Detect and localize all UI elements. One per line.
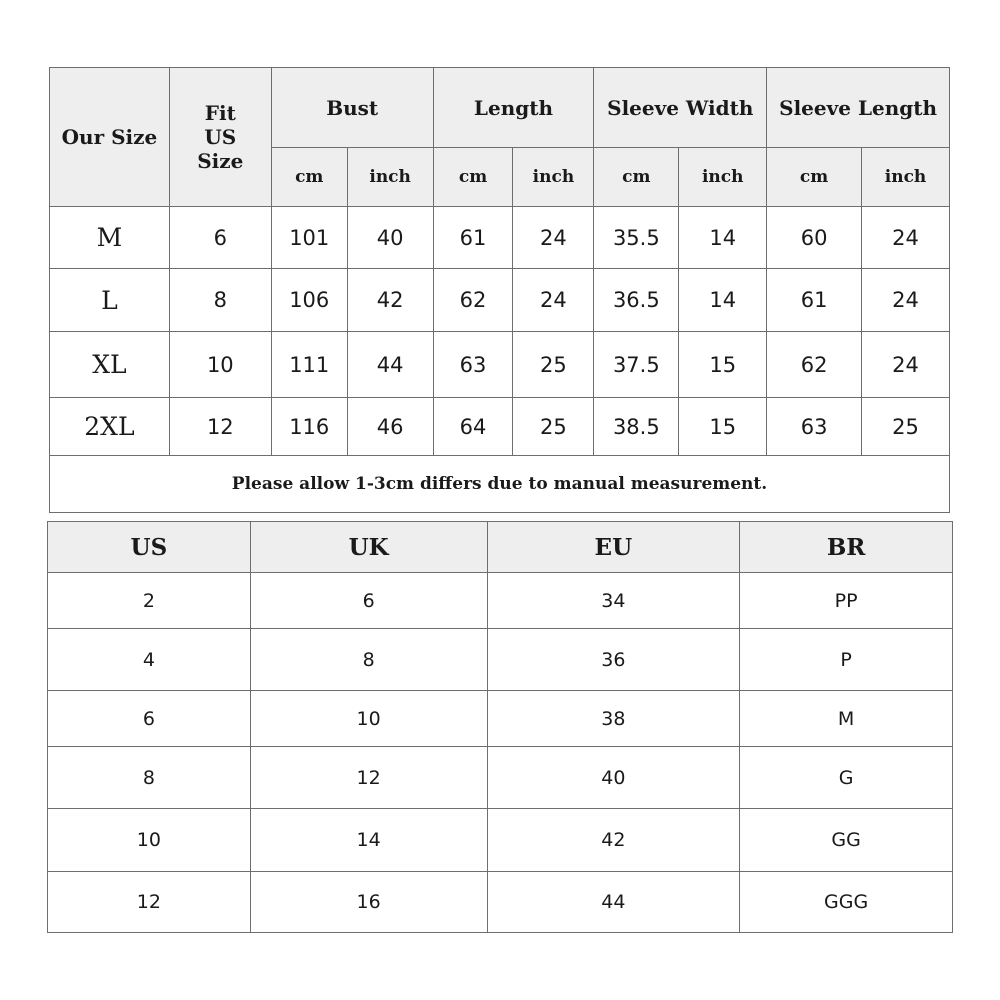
table-cell: 8 (169, 269, 271, 332)
table-cell: 24 (862, 207, 950, 269)
table-cell: 44 (487, 872, 740, 933)
table-cell: 44 (347, 332, 433, 398)
table-row (48, 691, 953, 747)
table-cell: 25 (513, 332, 594, 398)
table-cell: 15 (679, 332, 767, 398)
header-sleeve-width: Sleeve Width (594, 68, 767, 148)
table-cell: 16 (250, 872, 487, 933)
table-row (48, 747, 953, 809)
table-cell: 64 (433, 398, 513, 456)
header-bust: Bust (271, 68, 433, 148)
table-cell: 62 (433, 269, 513, 332)
table-cell: G (740, 747, 953, 809)
header-us: US (48, 522, 251, 573)
table-cell: 111 (271, 332, 347, 398)
table-cell: 61 (433, 207, 513, 269)
table-row (50, 332, 950, 398)
table-cell: 101 (271, 207, 347, 269)
table-row (48, 809, 953, 872)
table-cell: 40 (347, 207, 433, 269)
table-cell: 6 (250, 573, 487, 629)
table-row (48, 872, 953, 933)
table-cell: 12 (250, 747, 487, 809)
header-our-size: Our Size (50, 68, 170, 207)
table-row (48, 573, 953, 629)
table-row (50, 269, 950, 332)
table-cell: 10 (169, 332, 271, 398)
table-cell: 42 (487, 809, 740, 872)
unit-header: cm (594, 148, 679, 207)
table-cell: 14 (250, 809, 487, 872)
table-cell: 46 (347, 398, 433, 456)
unit-header: cm (271, 148, 347, 207)
table-cell: 37.5 (594, 332, 679, 398)
table-cell: GG (740, 809, 953, 872)
table-cell: 40 (487, 747, 740, 809)
size-label: L (50, 269, 170, 332)
table-cell: 38 (487, 691, 740, 747)
table-cell: 14 (679, 269, 767, 332)
header-eu: EU (487, 522, 740, 573)
size-label: 2XL (50, 398, 170, 456)
size-label: M (50, 207, 170, 269)
table-cell: 24 (513, 207, 594, 269)
table-cell: 62 (767, 332, 862, 398)
size-label: XL (50, 332, 170, 398)
table-cell: 24 (513, 269, 594, 332)
table-row (50, 398, 950, 456)
table-cell: 15 (679, 398, 767, 456)
table-cell: 35.5 (594, 207, 679, 269)
unit-header: cm (433, 148, 513, 207)
size-chart-table (49, 67, 950, 513)
table-cell: 61 (767, 269, 862, 332)
table-cell: 36.5 (594, 269, 679, 332)
unit-header: cm (767, 148, 862, 207)
table-cell: 12 (169, 398, 271, 456)
table-cell: 10 (250, 691, 487, 747)
table-cell: 63 (433, 332, 513, 398)
table-cell: 25 (862, 398, 950, 456)
table-cell: 38.5 (594, 398, 679, 456)
table-cell: 24 (862, 269, 950, 332)
table-cell: 2 (48, 573, 251, 629)
table-cell: 116 (271, 398, 347, 456)
header-uk: UK (250, 522, 487, 573)
table-cell: 24 (862, 332, 950, 398)
table-cell: 8 (250, 629, 487, 691)
table-cell: 4 (48, 629, 251, 691)
table-cell: 42 (347, 269, 433, 332)
table-cell: 34 (487, 573, 740, 629)
table-cell: GGG (740, 872, 953, 933)
table-cell: 25 (513, 398, 594, 456)
unit-header: inch (862, 148, 950, 207)
unit-header: inch (513, 148, 594, 207)
table-cell: 8 (48, 747, 251, 809)
table-cell: P (740, 629, 953, 691)
table-cell: 10 (48, 809, 251, 872)
table-row (48, 629, 953, 691)
table-cell: PP (740, 573, 953, 629)
table-cell: 6 (48, 691, 251, 747)
table-cell: 12 (48, 872, 251, 933)
measurement-note: Please allow 1-3cm differs due to manual measurement. (50, 456, 950, 513)
header-length: Length (433, 68, 594, 148)
size-conversion-table (47, 521, 953, 933)
table-cell: 63 (767, 398, 862, 456)
header-br: BR (740, 522, 953, 573)
table-cell: M (740, 691, 953, 747)
unit-header: inch (679, 148, 767, 207)
table-cell: 6 (169, 207, 271, 269)
table-cell: 14 (679, 207, 767, 269)
table-cell: 36 (487, 629, 740, 691)
header-fit-us-size: Fit US Size (169, 68, 271, 207)
table-cell: 60 (767, 207, 862, 269)
table-row (50, 207, 950, 269)
unit-header: inch (347, 148, 433, 207)
table-cell: 106 (271, 269, 347, 332)
header-sleeve-length: Sleeve Length (767, 68, 950, 148)
